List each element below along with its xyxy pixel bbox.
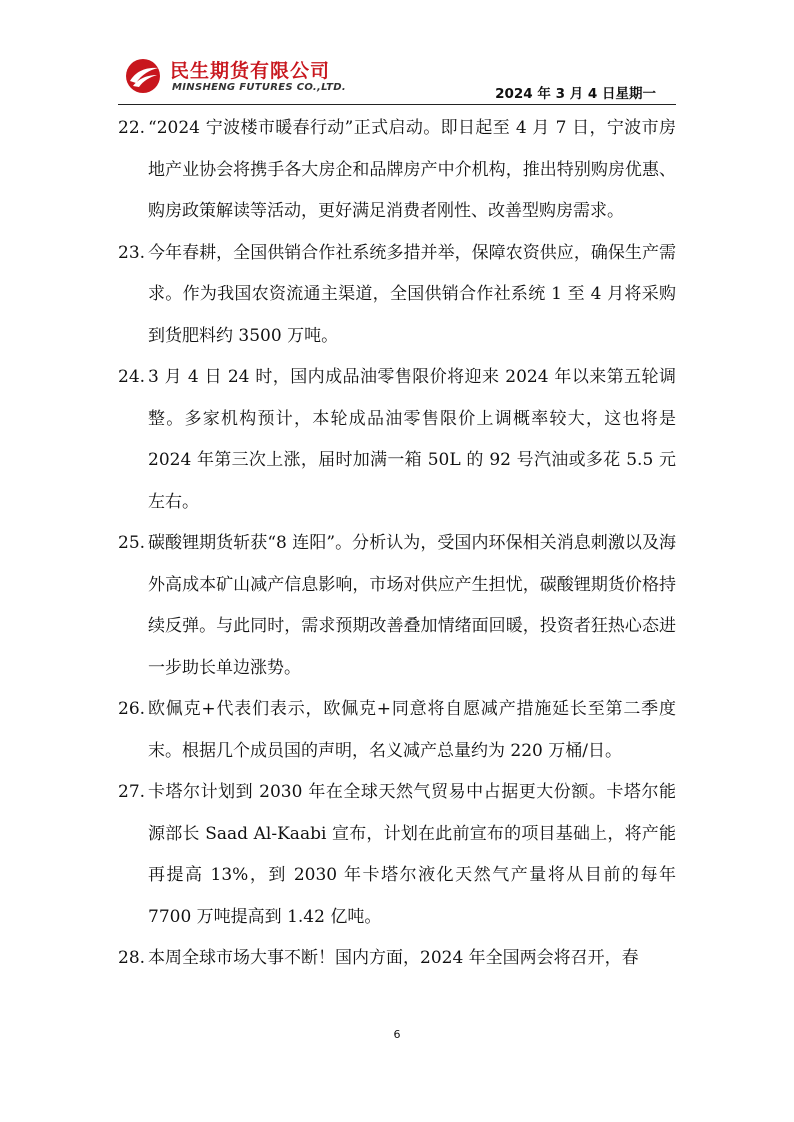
- item-text: 本周全球市场大事不断！国内方面，2024 年全国两会将召开，春: [148, 948, 639, 968]
- news-item: [118, 108, 676, 233]
- item-text: 碳酸锂期货斩获“8 连阳”。分析认为，受国内环保相关消息刺激以及海外高成本矿山减产信息影响，市场对供应产生担忧，碳酸锂期货价格持续反弹。与此同时，需求预期改善叠加情绪面回暖，投资者狂热心态进一步助长单边涨势。: [148, 533, 676, 678]
- news-item: [118, 523, 676, 689]
- page-header: [118, 52, 676, 105]
- item-number: 25.: [118, 533, 146, 553]
- page-number: 6: [393, 1028, 401, 1041]
- news-item: [118, 689, 676, 772]
- company-name-cn: 民生期货有限公司: [170, 60, 331, 82]
- company-logo: [124, 56, 364, 100]
- item-number: 26.: [118, 699, 146, 719]
- news-item: [118, 938, 676, 980]
- company-name-en: MINSHENG FUTURES CO.,LTD.: [172, 82, 346, 93]
- item-number: 27.: [118, 782, 146, 802]
- news-list: [118, 108, 676, 980]
- item-text: 今年春耕，全国供销合作社系统多措并举，保障农资供应，确保生产需求。作为我国农资流通主渠道，全国供销合作社系统 1 至 4 月将采购到货肥料约 3500 万吨。: [148, 242, 676, 346]
- item-text: 卡塔尔计划到 2030 年在全球天然气贸易中占据更大份额。卡塔尔能源部长 Saad Al-Kaabi 宣布，计划在此前宣布的项目基础上，将产能再提高 13%，到 2030 年卡塔尔液化天然气产量将从目前的每年 7700 万吨提高到 1.42 亿吨。: [148, 782, 676, 927]
- news-item: [118, 772, 676, 938]
- news-item: [118, 357, 676, 523]
- item-number: 24.: [118, 367, 146, 387]
- item-number: 22.: [118, 118, 146, 138]
- item-number: 23.: [118, 242, 146, 263]
- report-date: 2024 年 3 月 4 日星期一: [495, 86, 656, 102]
- minsheng-logo-icon: [124, 57, 162, 95]
- item-text: “2024 宁波楼市暖春行动”正式启动。即日起至 4 月 7 日，宁波市房地产业协会将携手各大房企和品牌房产中介机构，推出特别购房优惠、购房政策解读等活动，更好满足消费者刚性、改善型购房需求。: [148, 118, 676, 221]
- item-text: 3 月 4 日 24 时，国内成品油零售限价将迎来 2024 年以来第五轮调整。多家机构预计，本轮成品油零售限价上调概率较大，这也将是 2024 年第三次上涨，届时加满一箱 50L 的 92 号汽油或多花 5.5 元左右。: [148, 367, 676, 512]
- news-item: [118, 233, 676, 358]
- item-number: 28.: [118, 948, 146, 968]
- item-text: 欧佩克+代表们表示，欧佩克+同意将自愿减产措施延长至第二季度末。根据几个成员国的声明，名义减产总量约为 220 万桶/日。: [148, 699, 676, 761]
